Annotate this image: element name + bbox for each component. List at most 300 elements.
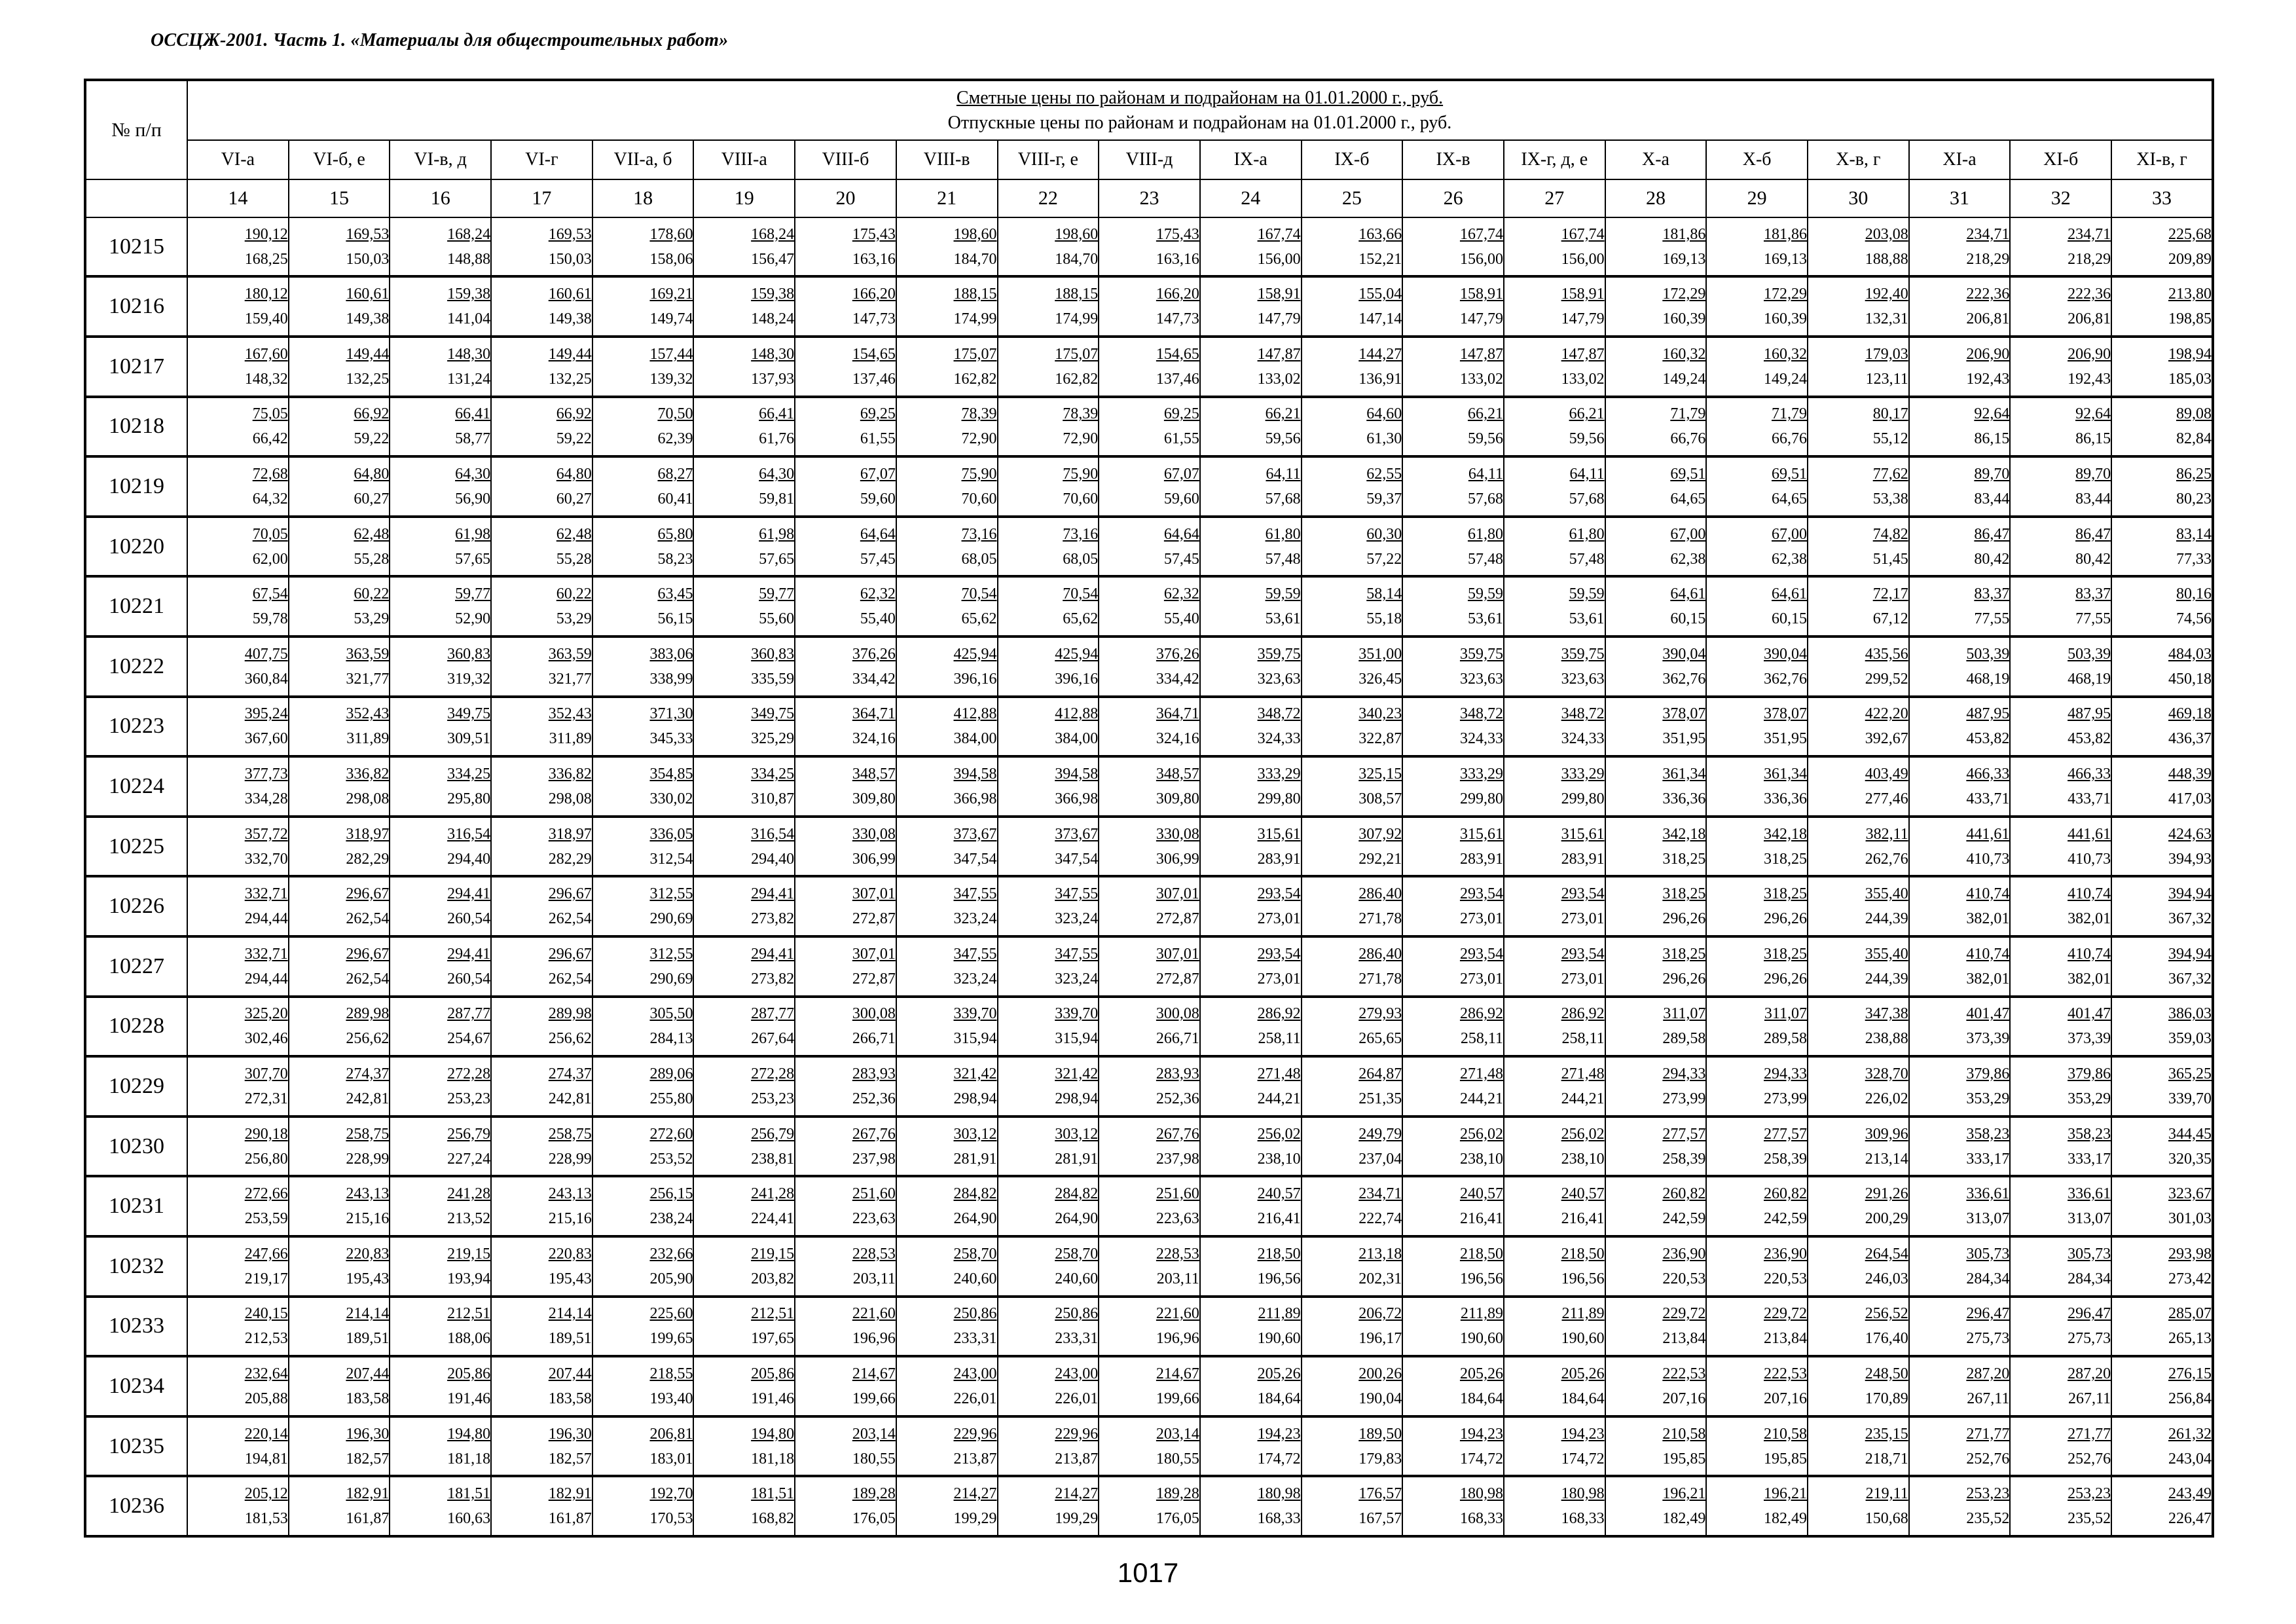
price-cell <box>693 697 795 757</box>
release-price: 382,01 <box>1966 910 2010 928</box>
price-cell <box>390 936 491 997</box>
price-cell <box>1605 936 1707 997</box>
estimated-price: 271,48 <box>1561 1065 1605 1082</box>
estimated-price: 347,55 <box>1055 945 1099 963</box>
price-cell <box>1605 1476 1707 1536</box>
price-cell <box>592 756 694 817</box>
release-price: 181,53 <box>244 1510 288 1528</box>
release-price: 265,13 <box>2168 1330 2212 1348</box>
price-cell <box>390 517 491 577</box>
estimated-price: 167,74 <box>1257 225 1301 243</box>
price-cell <box>2111 217 2213 276</box>
estimated-price: 336,61 <box>1966 1185 2010 1203</box>
release-prices-title: Отпускные цены по районам и подрайонам на 01.01.2000 г., руб. <box>947 112 1452 133</box>
release-price: 367,32 <box>2168 970 2212 987</box>
price-cell <box>1808 576 1909 637</box>
estimated-price: 64,11 <box>1266 466 1301 483</box>
price-cell <box>2010 876 2111 936</box>
release-price: 384,00 <box>953 730 997 748</box>
estimated-price: 264,87 <box>1358 1065 1402 1082</box>
release-price: 468,19 <box>1966 670 2010 688</box>
price-cell <box>1504 936 1605 997</box>
price-cell <box>2010 517 2111 577</box>
price-cell <box>390 337 491 397</box>
price-cell <box>1402 1176 1504 1236</box>
price-cell <box>289 276 390 337</box>
estimated-price: 284,82 <box>953 1185 997 1203</box>
release-price: 265,65 <box>1358 1030 1402 1048</box>
price-cell <box>1099 337 1200 397</box>
price-cell <box>998 576 1099 637</box>
estimated-price: 348,72 <box>1561 705 1605 723</box>
estimated-price: 229,72 <box>1764 1305 1807 1323</box>
estimated-price: 196,21 <box>1662 1485 1706 1503</box>
material-code: 10222 <box>85 637 187 697</box>
estimated-price: 271,77 <box>1966 1425 2010 1443</box>
price-cell <box>1909 637 2011 697</box>
release-price: 242,81 <box>548 1090 592 1107</box>
estimated-price: 221,60 <box>1156 1305 1199 1323</box>
price-cell <box>998 1236 1099 1297</box>
estimated-price: 318,25 <box>1662 885 1706 903</box>
release-price: 213,87 <box>953 1450 997 1467</box>
price-cell <box>187 997 289 1057</box>
estimated-price: 328,70 <box>1865 1065 1908 1082</box>
price-cell <box>187 936 289 997</box>
estimated-price: 59,59 <box>1265 585 1301 603</box>
price-cell <box>1909 1356 2011 1416</box>
price-cell <box>289 637 390 697</box>
estimated-price: 250,86 <box>953 1305 997 1323</box>
price-cell <box>2010 456 2111 517</box>
price-cell <box>1402 217 1504 276</box>
estimated-price: 394,94 <box>2168 885 2212 903</box>
price-cell <box>1302 276 1403 337</box>
release-price: 333,17 <box>1966 1150 2010 1168</box>
release-price: 330,02 <box>649 790 693 807</box>
release-price: 271,78 <box>1358 970 1402 987</box>
column-index: 30 <box>1808 179 1909 217</box>
estimated-price: 256,15 <box>649 1185 693 1203</box>
price-cell <box>998 876 1099 936</box>
price-cell <box>2010 997 2111 1057</box>
release-price: 51,45 <box>1872 550 1908 568</box>
release-price: 68,05 <box>1063 550 1099 568</box>
price-cell <box>1302 456 1403 517</box>
release-price: 238,10 <box>1257 1150 1301 1168</box>
price-cell <box>1200 997 1302 1057</box>
estimated-price: 330,08 <box>852 825 896 843</box>
column-index: 26 <box>1402 179 1504 217</box>
price-cell <box>390 1116 491 1177</box>
estimated-price: 410,74 <box>2068 945 2111 963</box>
price-cell <box>693 397 795 457</box>
release-price: 244,39 <box>1865 970 1908 987</box>
release-price: 68,05 <box>961 550 997 568</box>
release-price: 335,59 <box>751 670 795 688</box>
release-price: 59,37 <box>1366 490 1402 508</box>
release-price: 60,15 <box>1772 610 1807 628</box>
estimated-price: 169,53 <box>548 225 592 243</box>
release-price: 58,23 <box>657 550 693 568</box>
estimated-price: 73,16 <box>961 525 997 543</box>
release-price: 59,81 <box>759 490 795 508</box>
price-cell <box>1706 517 1808 577</box>
estimated-price: 294,41 <box>751 885 795 903</box>
price-cell <box>1605 1176 1707 1236</box>
release-price: 148,32 <box>244 370 288 388</box>
price-cell <box>491 1176 592 1236</box>
release-price: 62,38 <box>1772 550 1807 568</box>
estimated-price: 271,77 <box>2068 1425 2111 1443</box>
estimated-price: 294,41 <box>447 885 491 903</box>
estimated-price: 234,71 <box>1966 225 2010 243</box>
price-cell <box>998 817 1099 877</box>
release-price: 170,89 <box>1865 1390 1908 1407</box>
district-header: X-в, г <box>1808 140 1909 179</box>
release-price: 168,25 <box>244 250 288 268</box>
estimated-price: 59,77 <box>759 585 795 603</box>
estimated-price: 373,67 <box>1055 825 1099 843</box>
estimated-price: 159,38 <box>447 286 491 303</box>
release-price: 160,63 <box>447 1510 491 1528</box>
release-price: 55,40 <box>1163 610 1199 628</box>
price-cell <box>1808 697 1909 757</box>
estimated-price: 235,15 <box>1865 1425 1908 1443</box>
estimated-price: 286,92 <box>1459 1005 1503 1023</box>
release-price: 310,87 <box>751 790 795 807</box>
price-cell <box>2010 936 2111 997</box>
price-cell <box>693 756 795 817</box>
price-cell <box>1099 817 1200 877</box>
release-price: 256,62 <box>346 1030 390 1048</box>
price-cell <box>1808 1297 1909 1357</box>
release-price: 147,79 <box>1561 310 1605 328</box>
price-cell <box>693 1056 795 1116</box>
estimated-price: 352,43 <box>346 705 390 723</box>
release-price: 57,48 <box>1467 550 1503 568</box>
release-price: 205,90 <box>649 1270 693 1287</box>
estimated-price: 210,58 <box>1662 1425 1706 1443</box>
material-code: 10227 <box>85 936 187 997</box>
release-price: 226,47 <box>2168 1510 2212 1528</box>
estimated-price: 168,24 <box>751 225 795 243</box>
release-price: 351,95 <box>1662 730 1706 748</box>
release-price: 322,87 <box>1358 730 1402 748</box>
release-price: 182,49 <box>1662 1510 1706 1528</box>
release-price: 174,99 <box>953 310 997 328</box>
estimated-price: 277,57 <box>1662 1125 1706 1143</box>
estimated-price: 64,30 <box>455 466 491 483</box>
price-cell <box>1402 697 1504 757</box>
price-cell <box>896 936 998 997</box>
price-cell <box>491 576 592 637</box>
estimated-price: 318,97 <box>346 825 390 843</box>
estimated-price: 89,70 <box>2075 466 2111 483</box>
price-cell <box>1808 217 1909 276</box>
price-cell <box>592 217 694 276</box>
estimated-price: 248,50 <box>1865 1365 1908 1382</box>
estimated-price: 256,79 <box>751 1125 795 1143</box>
price-cell <box>2111 276 2213 337</box>
estimated-price: 407,75 <box>244 645 288 663</box>
price-cell <box>1504 217 1605 276</box>
estimated-price: 305,73 <box>1966 1245 2010 1263</box>
release-price: 238,81 <box>751 1150 795 1168</box>
estimated-price: 234,71 <box>2068 225 2111 243</box>
price-cell <box>1200 1176 1302 1236</box>
estimated-price: 175,07 <box>1055 345 1099 363</box>
estimated-price: 293,54 <box>1459 885 1503 903</box>
estimated-price: 401,47 <box>1966 1005 2010 1023</box>
release-price: 272,87 <box>1156 910 1199 928</box>
estimated-price: 243,00 <box>953 1365 997 1382</box>
material-code: 10225 <box>85 817 187 877</box>
price-cell <box>1504 697 1605 757</box>
district-header: VIII-б <box>795 140 896 179</box>
price-cell <box>1200 576 1302 637</box>
estimated-price: 241,28 <box>447 1185 491 1203</box>
estimated-price: 75,05 <box>252 405 288 423</box>
price-cell <box>1808 456 1909 517</box>
estimated-price: 66,21 <box>1265 405 1301 423</box>
release-price: 152,21 <box>1358 250 1402 268</box>
price-cell <box>896 876 998 936</box>
price-cell <box>390 576 491 637</box>
price-cell <box>1808 337 1909 397</box>
price-cell <box>2010 697 2111 757</box>
release-price: 57,45 <box>1163 550 1199 568</box>
estimated-price: 271,48 <box>1459 1065 1503 1082</box>
release-price: 213,14 <box>1865 1150 1908 1168</box>
price-cell <box>795 876 896 936</box>
price-cell <box>1909 697 2011 757</box>
price-cell <box>795 517 896 577</box>
release-price: 315,94 <box>1055 1030 1099 1048</box>
release-price: 195,85 <box>1764 1450 1807 1467</box>
price-cell <box>1808 1176 1909 1236</box>
price-cell <box>2010 637 2111 697</box>
estimated-price: 64,64 <box>1163 525 1199 543</box>
estimated-price: 379,86 <box>2068 1065 2111 1082</box>
estimated-price: 290,18 <box>244 1125 288 1143</box>
release-price: 203,11 <box>1156 1270 1199 1287</box>
release-price: 273,01 <box>1459 910 1503 928</box>
price-cell <box>1099 1356 1200 1416</box>
estimated-price: 75,90 <box>1063 466 1099 483</box>
estimated-price: 205,86 <box>751 1365 795 1382</box>
estimated-price: 189,28 <box>1156 1485 1199 1503</box>
estimated-price: 286,92 <box>1561 1005 1605 1023</box>
estimated-price: 386,03 <box>2168 1005 2212 1023</box>
estimated-price: 188,15 <box>1055 286 1099 303</box>
estimated-price: 272,28 <box>751 1065 795 1082</box>
price-cell <box>592 276 694 337</box>
estimated-price: 64,11 <box>1569 466 1605 483</box>
estimated-price: 243,00 <box>1055 1365 1099 1382</box>
district-header: VIII-в <box>896 140 998 179</box>
price-cell <box>491 1356 592 1416</box>
release-price: 453,82 <box>1966 730 2010 748</box>
table-row <box>85 936 2213 997</box>
estimated-price: 64,80 <box>354 466 390 483</box>
estimated-price: 218,50 <box>1459 1245 1503 1263</box>
price-cell <box>491 697 592 757</box>
estimated-price: 236,90 <box>1764 1245 1807 1263</box>
price-cell <box>1402 637 1504 697</box>
price-cell <box>1302 756 1403 817</box>
price-cell <box>187 1236 289 1297</box>
price-cell <box>592 1416 694 1477</box>
release-price: 132,25 <box>548 370 592 388</box>
release-price: 273,82 <box>751 910 795 928</box>
estimated-price: 198,94 <box>2168 345 2212 363</box>
release-price: 86,15 <box>2075 430 2111 448</box>
release-price: 65,62 <box>961 610 997 628</box>
estimated-price: 213,80 <box>2168 286 2212 303</box>
price-cell <box>896 397 998 457</box>
estimated-price: 196,30 <box>346 1425 390 1443</box>
price-cell <box>1909 1056 2011 1116</box>
release-price: 253,59 <box>244 1210 288 1228</box>
release-price: 203,11 <box>852 1270 896 1287</box>
price-cell <box>998 697 1099 757</box>
estimated-price: 256,52 <box>1865 1305 1908 1323</box>
estimated-price: 283,93 <box>1156 1065 1199 1082</box>
estimated-price: 425,94 <box>953 645 997 663</box>
release-price: 324,16 <box>852 730 896 748</box>
estimated-price: 249,79 <box>1358 1125 1402 1143</box>
estimated-price: 296,47 <box>1966 1305 2010 1323</box>
price-cell <box>896 1176 998 1236</box>
price-cell <box>1200 1356 1302 1416</box>
estimated-price: 149,44 <box>548 345 592 363</box>
column-index: 15 <box>289 179 390 217</box>
price-cell <box>896 456 998 517</box>
release-price: 396,16 <box>1055 670 1099 688</box>
price-cell <box>491 276 592 337</box>
release-price: 240,60 <box>1055 1270 1099 1287</box>
price-cell <box>491 1297 592 1357</box>
estimated-price: 149,44 <box>346 345 390 363</box>
estimated-price: 182,91 <box>548 1485 592 1503</box>
district-header: X-б <box>1706 140 1808 179</box>
price-cell <box>1402 397 1504 457</box>
price-cell <box>1302 1476 1403 1536</box>
district-header: IX-а <box>1200 140 1302 179</box>
release-price: 80,42 <box>2075 550 2111 568</box>
estimated-price: 59,59 <box>1467 585 1503 603</box>
table-row <box>85 576 2213 637</box>
release-price: 233,31 <box>1055 1330 1099 1348</box>
release-price: 202,31 <box>1358 1270 1402 1287</box>
estimated-price: 441,61 <box>2068 825 2111 843</box>
release-price: 275,73 <box>2068 1330 2111 1348</box>
release-price: 58,77 <box>455 430 491 448</box>
release-price: 183,58 <box>346 1390 390 1407</box>
estimated-price: 86,47 <box>1974 525 2010 543</box>
release-price: 321,77 <box>548 670 592 688</box>
estimated-price: 487,95 <box>1966 705 2010 723</box>
price-cell <box>1605 697 1707 757</box>
release-price: 283,91 <box>1561 850 1605 868</box>
estimated-price: 181,86 <box>1662 225 1706 243</box>
estimated-price: 62,55 <box>1366 466 1402 483</box>
release-price: 86,15 <box>1974 430 2010 448</box>
estimated-price: 251,60 <box>852 1185 896 1203</box>
estimated-price: 192,40 <box>1865 286 1908 303</box>
release-price: 180,55 <box>1156 1450 1199 1467</box>
price-cell <box>1099 1116 1200 1177</box>
release-price: 306,99 <box>1156 850 1199 868</box>
price-cell <box>390 997 491 1057</box>
release-price: 169,13 <box>1764 250 1807 268</box>
price-cell <box>390 397 491 457</box>
estimated-price: 300,08 <box>852 1005 896 1023</box>
release-price: 196,96 <box>852 1330 896 1348</box>
release-price: 174,99 <box>1055 310 1099 328</box>
price-cell <box>187 1356 289 1416</box>
price-cell <box>1504 997 1605 1057</box>
price-cell <box>2010 397 2111 457</box>
estimated-price: 348,72 <box>1459 705 1503 723</box>
release-price: 238,10 <box>1561 1150 1605 1168</box>
release-price: 156,00 <box>1561 250 1605 268</box>
release-price: 66,76 <box>1772 430 1807 448</box>
release-price: 224,41 <box>751 1210 795 1228</box>
estimated-price: 339,70 <box>953 1005 997 1023</box>
estimated-price: 154,65 <box>852 345 896 363</box>
price-cell <box>1909 1176 2011 1236</box>
release-price: 59,22 <box>556 430 592 448</box>
price-cell <box>795 1297 896 1357</box>
price-cell <box>1909 817 2011 877</box>
estimated-price: 154,65 <box>1156 345 1199 363</box>
price-cell <box>1808 1116 1909 1177</box>
release-price: 266,71 <box>1156 1030 1199 1048</box>
release-price: 80,42 <box>1974 550 2010 568</box>
release-price: 272,87 <box>1156 970 1199 987</box>
price-cell <box>998 276 1099 337</box>
release-price: 194,81 <box>244 1450 288 1467</box>
price-cell <box>1200 697 1302 757</box>
price-cell <box>1302 1297 1403 1357</box>
price-cell <box>1099 637 1200 697</box>
estimated-price: 198,60 <box>953 225 997 243</box>
material-code: 10220 <box>85 517 187 577</box>
estimated-price: 189,28 <box>852 1485 896 1503</box>
release-price: 296,26 <box>1662 910 1706 928</box>
price-cell <box>1706 1476 1808 1536</box>
estimated-price: 163,66 <box>1358 225 1402 243</box>
district-header: VII-а, б <box>592 140 694 179</box>
estimated-price: 155,04 <box>1358 286 1402 303</box>
estimated-price: 78,39 <box>961 405 997 423</box>
release-price: 283,91 <box>1459 850 1503 868</box>
release-price: 169,13 <box>1662 250 1706 268</box>
release-price: 161,87 <box>346 1510 390 1528</box>
estimated-price: 157,44 <box>649 345 693 363</box>
estimated-price: 286,92 <box>1257 1005 1301 1023</box>
price-cell <box>1402 337 1504 397</box>
release-price: 184,64 <box>1459 1390 1503 1407</box>
release-price: 384,00 <box>1055 730 1099 748</box>
estimated-price: 294,33 <box>1662 1065 1706 1082</box>
price-cell <box>2010 337 2111 397</box>
estimated-price: 300,08 <box>1156 1005 1199 1023</box>
estimated-price: 267,76 <box>852 1125 896 1143</box>
price-cell <box>1099 997 1200 1057</box>
